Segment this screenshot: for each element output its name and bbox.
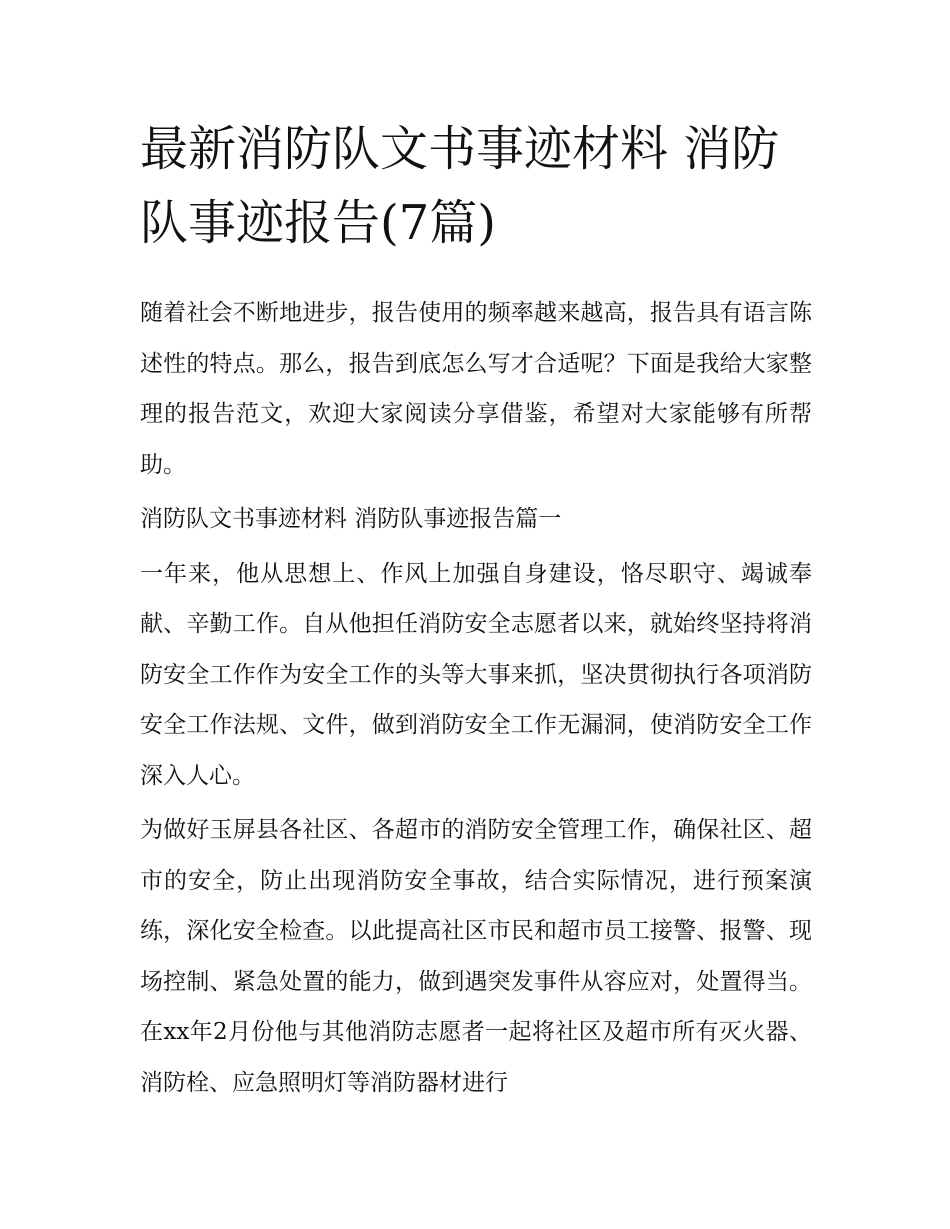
document-title: 最新消防队文书事迹材料 消防队事迹报告(7篇): [140, 121, 780, 251]
body-paragraph-2: 为做好玉屏县各社区、各超市的消防安全管理工作，确保社区、超市的安全，防止出现消防安全事故，结合实际情况，进行预案演练，深化安全检查。以此提高社区市民和超市员工接警、报警、现场控制、紧急处置的能力，做到遇突发事件从容应对，处置得当。在xx年2月份他与其他消防志愿者一起将社区及超市所有灭火器、消防栓、应急照明灯等消防器材进行: [140, 817, 812, 1096]
section-heading: 消防队文书事迹材料 消防队事迹报告篇一: [140, 506, 562, 532]
body-paragraph-1: 一年来，他从思想上、作风上加强自身建设，恪尽职守、竭诚奉献、辛勤工作。自从他担任消防安全志愿者以来，就始终坚持将消防安全工作作为安全工作的头等大事来抓，坚决贯彻执行各项消防安全工作法规、文件，做到消防安全工作无漏洞，使消防安全工作深入人心。: [140, 560, 812, 789]
intro-paragraph: 随着社会不断地进步，报告使用的频率越来越高，报告具有语言陈述性的特点。那么，报告到底怎么写才合适呢？下面是我给大家整理的报告范文，欢迎大家阅读分享借鉴，希望对大家能够有所帮助。: [140, 300, 812, 478]
document-page: [140, 112, 812, 1112]
